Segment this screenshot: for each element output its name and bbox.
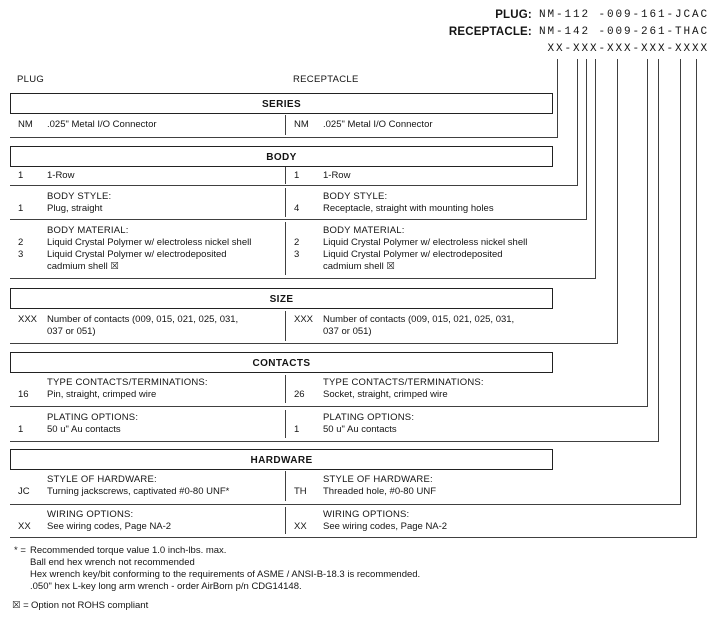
section-box-contacts xyxy=(10,352,553,373)
series-option-receptacle xyxy=(286,119,553,131)
option-code: 1 xyxy=(294,170,300,181)
wiring-options-label: WIRING OPTIONS: xyxy=(47,509,134,520)
boxed-x-footnote-marker: ☒ = xyxy=(12,600,29,611)
option-text: 50 u" Au contacts xyxy=(47,424,121,435)
option-text: 50 u" Au contacts xyxy=(323,424,397,435)
plug-code-label: PLUG: xyxy=(495,9,532,21)
body-material-option-2 xyxy=(10,237,285,249)
section-title-hardware: HARDWARE xyxy=(250,455,313,466)
section-title-series: SERIES xyxy=(261,99,302,110)
option-text: Turning jackscrews, captivated #0-80 UNF* xyxy=(47,486,230,497)
torque-footnote-line4: .050" hex L-key long arm wrench - order AirBorn p/n CDG14148. xyxy=(30,581,302,592)
receptacle-part-number: NM-142 -009-261-THAC xyxy=(538,26,709,38)
wiring-option-receptacle xyxy=(286,521,553,533)
series-options-plug xyxy=(10,115,285,135)
body-row-plug xyxy=(10,167,285,184)
receptacle-code-label: RECEPTACLE: xyxy=(448,26,532,38)
hardware-style-receptacle xyxy=(285,471,553,501)
body-style-label: BODY STYLE: xyxy=(323,191,388,202)
receptacle-column-label: RECEPTACLE xyxy=(293,74,359,85)
option-code: 3 xyxy=(294,249,300,260)
size-options-plug xyxy=(10,311,285,341)
option-text: 1-Row xyxy=(47,170,75,181)
option-text: Threaded hole, #0-80 UNF xyxy=(323,486,437,497)
option-text: .025" Metal I/O Connector xyxy=(47,119,157,130)
option-text: Plug, straight xyxy=(47,203,103,214)
torque-footnote xyxy=(14,545,420,593)
body-material-option-3 xyxy=(10,249,285,273)
option-text: Receptacle, straight with mounting holes xyxy=(323,203,494,214)
body-material-receptacle xyxy=(285,222,553,275)
contacts-type-option-plug xyxy=(10,389,285,401)
plug-column-label: PLUG xyxy=(17,74,45,85)
option-code: 1 xyxy=(18,203,24,214)
plating-options-receptacle xyxy=(285,410,553,438)
size-options-receptacle xyxy=(285,311,553,341)
part-number-pattern: XX-XXX-XXX-XXX-XXXX xyxy=(547,43,709,55)
body-style-option-plug xyxy=(10,203,285,215)
torque-footnote-line2: Ball end hex wrench not recommended xyxy=(30,557,195,568)
option-code: 1 xyxy=(18,170,24,181)
option-text: 1-Row xyxy=(323,170,351,181)
option-code: XXX xyxy=(18,314,38,325)
section-title-contacts: CONTACTS xyxy=(252,358,311,369)
hardware-style-option-receptacle xyxy=(286,486,553,498)
option-text xyxy=(47,249,227,273)
body-material-label: BODY MATERIAL: xyxy=(323,225,405,236)
option-code: 26 xyxy=(294,389,305,400)
body-material-option-3 xyxy=(286,249,553,273)
section-box-body xyxy=(10,146,553,167)
option-code: XX xyxy=(18,521,31,532)
hardware-style-plug xyxy=(10,471,285,501)
option-code: XX xyxy=(294,521,307,532)
option-code: 1 xyxy=(294,424,300,435)
option-code: XXX xyxy=(294,314,314,325)
plating-option-plug xyxy=(10,424,285,436)
hardware-style-option-plug xyxy=(10,486,285,498)
body-material-option-2 xyxy=(286,237,553,249)
option-text xyxy=(323,314,514,338)
plating-options-label: PLATING OPTIONS: xyxy=(323,412,415,423)
asterisk-footnote-marker: * = xyxy=(14,545,26,556)
option-text-line2: cadmium shell ☒ xyxy=(47,261,119,272)
section-box-series xyxy=(10,93,553,114)
plating-option-receptacle xyxy=(286,424,553,436)
wiring-options-plug xyxy=(10,507,285,534)
plating-options-label: PLATING OPTIONS: xyxy=(47,412,139,423)
size-option-plug xyxy=(10,314,285,338)
option-text-line1: Liquid Crystal Polymer w/ electrodeposited xyxy=(323,249,503,260)
contacts-type-label: TYPE CONTACTS/TERMINATIONS: xyxy=(323,377,484,388)
option-text xyxy=(323,249,503,273)
option-text: Socket, straight, crimped wire xyxy=(323,389,448,400)
hardware-style-label: STYLE OF HARDWARE: xyxy=(323,474,433,485)
option-code: 2 xyxy=(294,237,300,248)
option-text: .025" Metal I/O Connector xyxy=(323,119,433,130)
body-row-option-plug xyxy=(10,170,285,182)
option-code: 4 xyxy=(294,203,300,214)
torque-footnote-text1: Recommended torque value 1.0 inch-lbs. max. xyxy=(30,545,227,556)
order-code-block xyxy=(449,7,709,58)
option-text: Liquid Crystal Polymer w/ electroless nickel shell xyxy=(323,237,528,248)
contacts-type-label: TYPE CONTACTS/TERMINATIONS: xyxy=(47,377,208,388)
wiring-option-plug xyxy=(10,521,285,533)
contacts-type-option-receptacle xyxy=(286,389,553,401)
option-text-line2: cadmium shell ☒ xyxy=(323,261,395,272)
option-code: NM xyxy=(18,119,33,130)
torque-footnote-line3: Hex wrench key/bit conforming to the requirements of ASME / ANSI-B-18.3 is recommended. xyxy=(30,569,421,580)
section-box-size xyxy=(10,288,553,309)
series-option-plug xyxy=(10,119,285,131)
option-text-line1: Liquid Crystal Polymer w/ electrodeposited xyxy=(47,249,227,260)
wiring-options-receptacle xyxy=(285,507,553,534)
body-style-label: BODY STYLE: xyxy=(47,191,112,202)
wiring-options-label: WIRING OPTIONS: xyxy=(323,509,410,520)
pattern-code-row xyxy=(449,41,709,58)
plug-part-number: NM-112 -009-161-JCAC xyxy=(538,9,709,21)
option-text-line1: Number of contacts (009, 015, 021, 025, 031, xyxy=(47,314,239,325)
body-material-label: BODY MATERIAL: xyxy=(47,225,129,236)
plating-options-plug xyxy=(10,410,285,438)
option-code: 3 xyxy=(18,249,24,260)
body-row-option-receptacle xyxy=(286,170,553,182)
option-text: Pin, straight, crimped wire xyxy=(47,389,157,400)
section-box-hardware xyxy=(10,449,553,470)
hardware-style-label: STYLE OF HARDWARE: xyxy=(47,474,157,485)
body-style-option-receptacle xyxy=(286,203,553,215)
body-row-receptacle xyxy=(285,167,553,184)
option-text: See wiring codes, Page NA-2 xyxy=(323,521,448,532)
option-code: 1 xyxy=(18,424,24,435)
section-title-size: SIZE xyxy=(269,294,294,305)
option-text-line2: 037 or 051) xyxy=(47,326,96,337)
option-text-line1: Number of contacts (009, 015, 021, 025, 031, xyxy=(323,314,515,325)
receptacle-code-row xyxy=(449,24,709,41)
body-style-receptacle xyxy=(285,188,553,217)
option-code: 2 xyxy=(18,237,24,248)
option-text: Liquid Crystal Polymer w/ electroless nickel shell xyxy=(47,237,252,248)
series-options-receptacle xyxy=(285,115,553,135)
body-style-plug xyxy=(10,188,285,217)
size-option-receptacle xyxy=(286,314,553,338)
contacts-type-plug xyxy=(10,375,285,403)
section-title-body: BODY xyxy=(266,152,297,163)
option-code: TH xyxy=(294,486,307,497)
option-text: See wiring codes, Page NA-2 xyxy=(47,521,172,532)
option-code: JC xyxy=(18,486,30,497)
option-text-line2: 037 or 051) xyxy=(323,326,372,337)
option-text xyxy=(47,314,238,338)
option-code: 16 xyxy=(18,389,29,400)
contacts-type-receptacle xyxy=(285,375,553,403)
rohs-footnote-text: Option not ROHS compliant xyxy=(31,600,149,611)
torque-footnote-line1 xyxy=(14,545,420,557)
rohs-footnote xyxy=(12,600,148,611)
option-code: NM xyxy=(294,119,309,130)
plug-code-row xyxy=(449,7,709,24)
body-material-plug xyxy=(10,222,285,275)
